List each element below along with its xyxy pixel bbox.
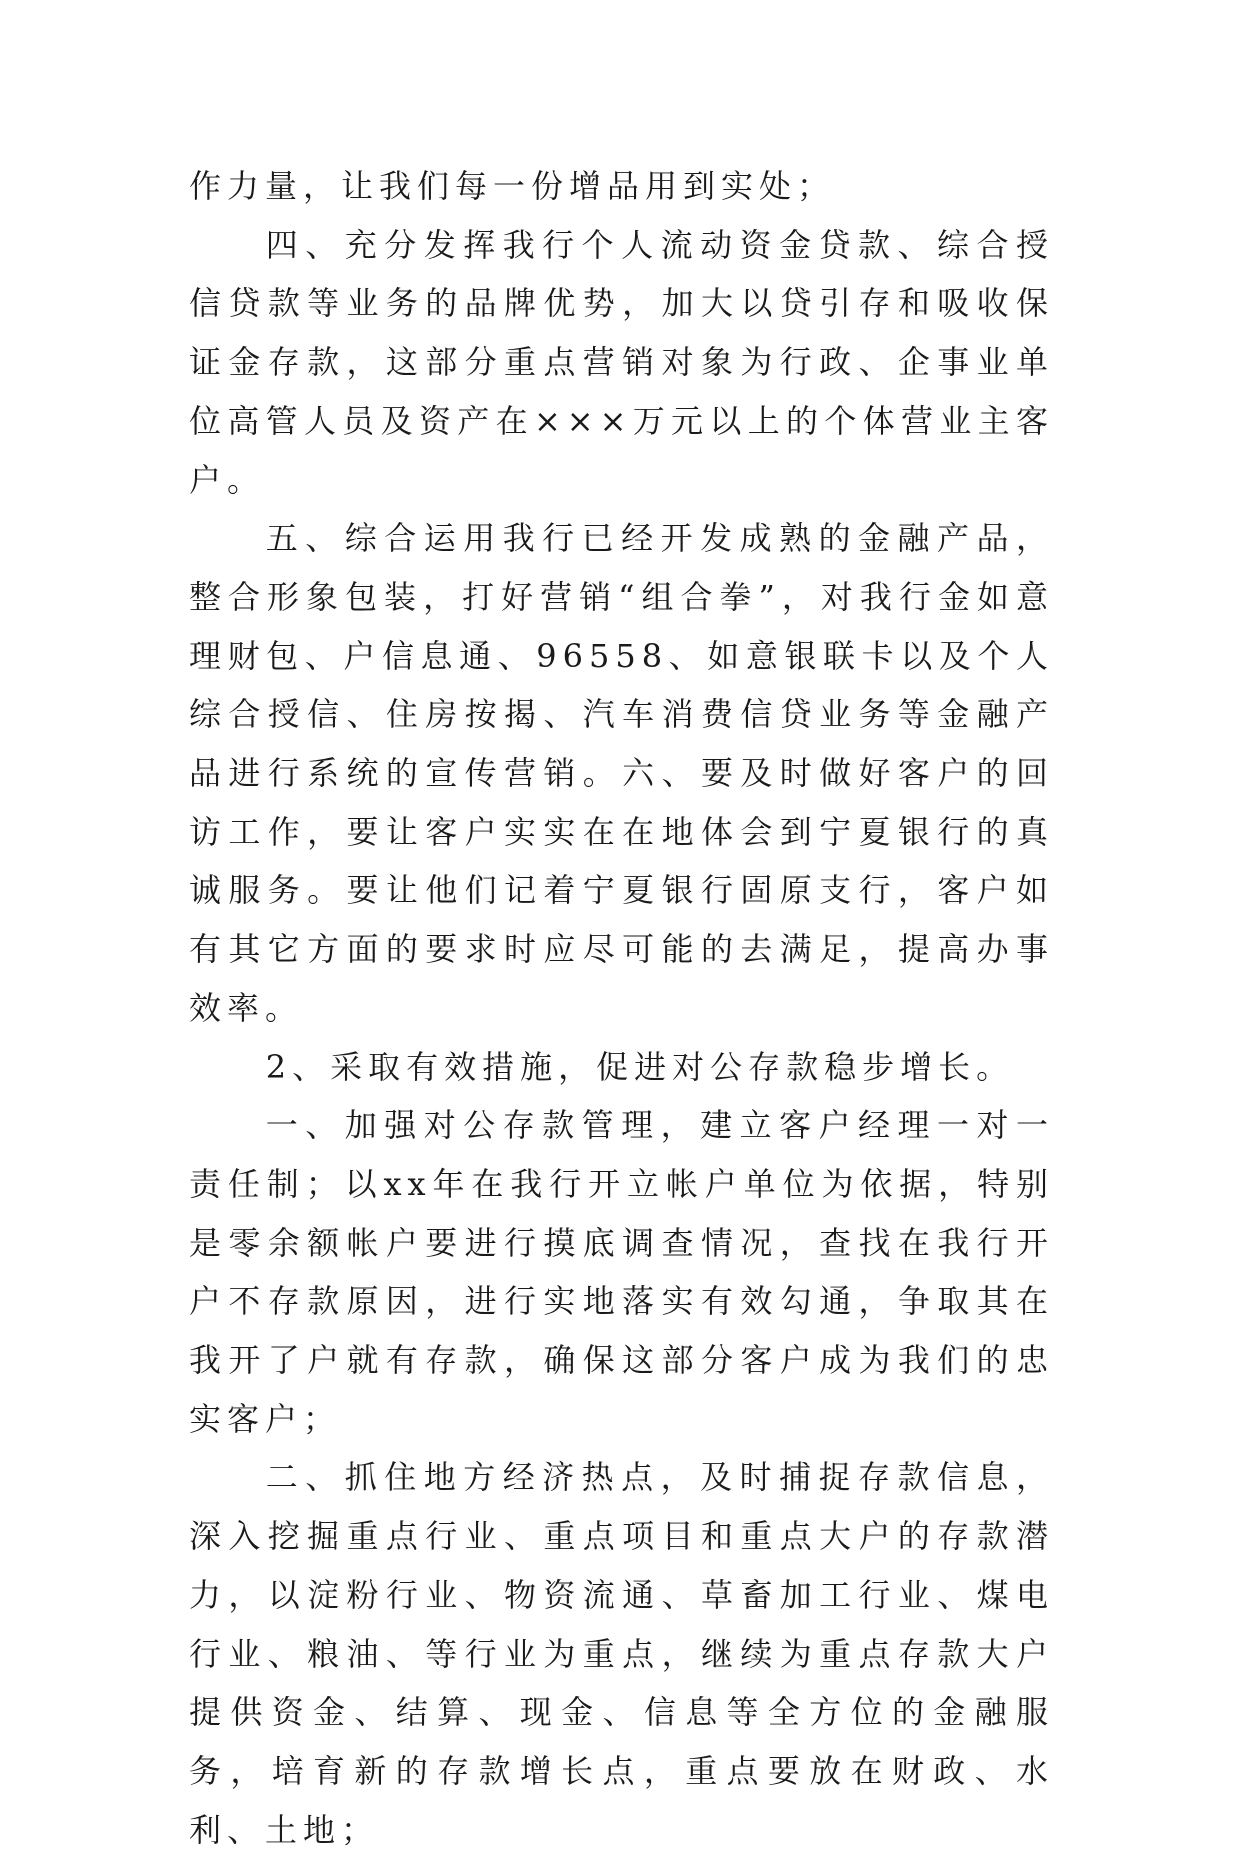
- paragraph-heading-two: 2、采取有效措施，促进对公存款稳步增长。: [265, 1047, 1015, 1086]
- paragraph-item-one: 一、加强对公存款管理，建立客户经理一对一责任制；以xx年在我行开立帐户单位为依据，特别是零余额帐户要进行摸底调查情况，查找在我行开户不存款原因，进行实地落实有效勾通，争取其在我开了户就有存款，确保这部分客户成为我们的忠实客户；: [189, 1106, 1054, 1438]
- paragraph-item-five-six: 五、综合运用我行已经开发成熟的金融产品，整合形象包装，打好营销“组合拳”，对我行金如意理财包、户信息通、96558、如意银联卡以及个人综合授信、住房按揭、汽车消费信贷业务等金融产品进行系统的宣传营销。六、要及时做好客户的回访工作，要让客户实实在在地体会到宁夏银行的真诚服务。要让他们记着宁夏银行固原支行，客户如有其它方面的要求时应尽可能的去满足，提高办事效率。: [189, 519, 1054, 1027]
- paragraph-item-four: 四、充分发挥我行个人流动资金贷款、综合授信贷款等业务的品牌优势，加大以贷引存和吸收保证金存款，这部分重点营销对象为行政、企事业单位高管人员及资产在×××万元以上的个体营业主客户。: [189, 225, 1054, 499]
- paragraph-item-two: 二、抓住地方经济热点，及时捕捉存款信息，深入挖掘重点行业、重点项目和重点大户的存款潜力，以淀粉行业、物资流通、草畜加工行业、煤电行业、粮油、等行业为重点，继续为重点存款大户提供资金、结算、现金、信息等全方位的金融服务，培育新的存款增长点，重点要放在财政、水利、土地；: [189, 1458, 1054, 1849]
- paragraph-continuation: 作力量，让我们每一份增品用到实处；: [189, 167, 836, 205]
- document-body: [189, 157, 1054, 1859]
